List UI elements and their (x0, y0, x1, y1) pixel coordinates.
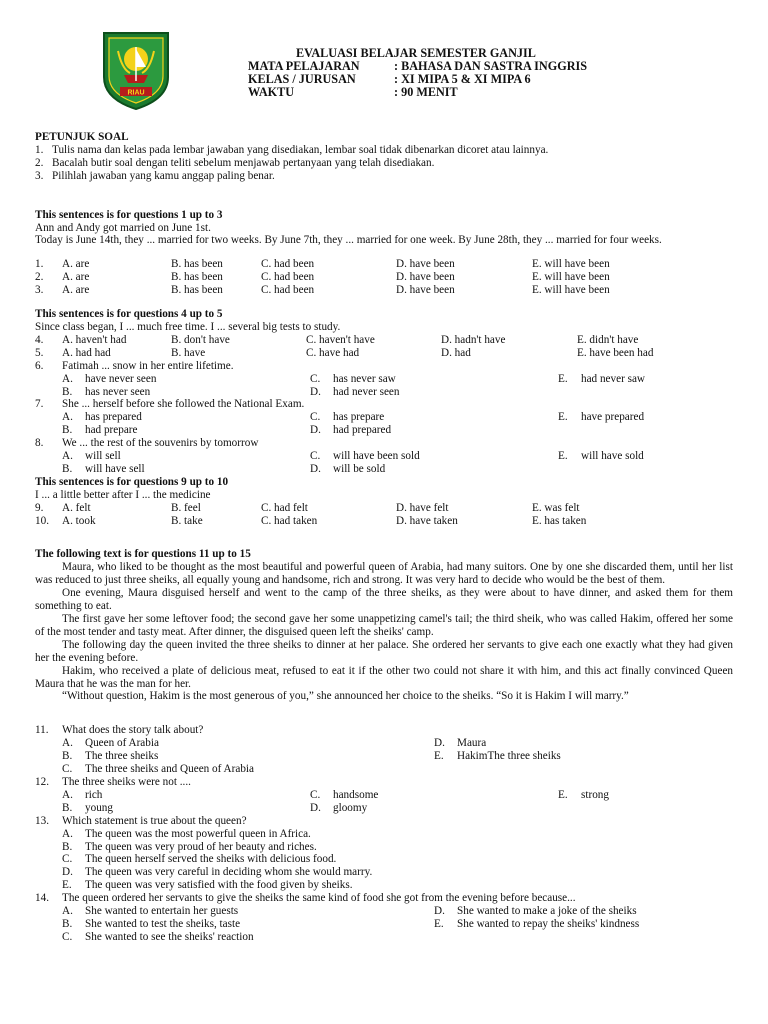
option-row: A. have never seen C. has never saw E. had never saw (62, 372, 645, 385)
question: 8. We ... the rest of the souvenirs by tomorrow (35, 437, 259, 450)
option-row: A. She wanted to entertain her guests D. She wanted to make a joke of the sheiks (62, 905, 637, 918)
header-row-time (248, 86, 587, 99)
answer-row: 4. A. haven't had B. don't have C. haven't have D. hadn't have E. didn't have (35, 333, 639, 346)
option-row: B. young D. gloomy (62, 801, 368, 814)
answer-row: 9. A. felt B. feel C. had felt D. have felt E. was felt (35, 501, 580, 514)
header-value: : 90 MENIT (394, 85, 458, 99)
option-row: C. She wanted to see the sheiks' reaction (62, 930, 254, 943)
option-row: A. The queen was the most powerful queen in Africa. (62, 827, 311, 840)
list-item: 1. Tulis nama dan kelas pada lembar jawaban yang disediakan, lembar soal tidak dibenarkan dicoret atau lainnya. (35, 143, 549, 156)
option-row: A. will sell C. will have been sold E. will have sold (62, 450, 644, 463)
section-text: Today is June 14th, they ... married for two weeks. By June 7th, they ... married for one week. By June 28th, they ... married for four weeks. (35, 234, 662, 247)
question: 7. She ... herself before she followed the National Exam. (35, 398, 305, 411)
riau-emblem-logo (100, 29, 172, 112)
section-text: Ann and Andy got married on June 1st. (35, 221, 211, 234)
option-row: D. The queen was very careful in deciding whom she would marry. (62, 866, 373, 879)
header-value: : BAHASA DAN SASTRA INGGRIS (394, 59, 588, 73)
logo-text: RIAU (127, 89, 145, 97)
list-item: 3. Pilihlah jawaban yang kamu anggap paling benar. (35, 169, 275, 182)
list-item: 2. Bacalah butir soal dengan teliti sebelum menjawab pertanyaan yang telah disediakan. (35, 156, 435, 169)
story-paragraph: Maura, who liked to be thought as the most beautiful and powerful queen of Arabia, had many suitors. One by one she discarded them, until her list was reduced to just three sheiks, all equally young and handsome, rich and strong. It was very hard to decide who would be the best of them. (35, 561, 733, 587)
answer-row: 10. A. took B. take C. had taken D. have taken E. has taken (35, 514, 587, 527)
option-row: C. The three sheiks and Queen of Arabia (62, 763, 254, 776)
option-row: B. The queen was very proud of her beauty and riches. (62, 840, 317, 853)
section-text: Since class began, I ... much free time. I ... several big tests to study. (35, 320, 341, 333)
answer-row: 2. A. are B. has been C. had been D. have been E. will have been (35, 271, 610, 284)
story-paragraph: The following day the queen invited the three sheiks to dinner at her palace. She ordered her servants to give each one exactly what they had given her the evening before. (35, 638, 733, 664)
option-row: B. She wanted to test the sheiks, taste E. She wanted to repay the sheiks' kindness (62, 917, 640, 930)
answer-row: 5. A. had had B. have C. have had D. had E. have been had (35, 346, 654, 359)
option-row: B. had prepare D. had prepared (62, 424, 392, 437)
section-heading: The following text is for questions 11 up to 15 (35, 548, 251, 561)
section-heading: This sentences is for questions 4 up to 5 (35, 308, 223, 321)
header-label: MATA PELAJARAN (248, 59, 360, 73)
story-paragraph: Hakim, who received a plate of delicious meat, refused to eat it if the other two could not share it with him, and this act finally convinced Queen Maura that he was the man for her. (35, 664, 733, 690)
exam-content (35, 131, 733, 944)
question: 14. The queen ordered her servants to give the sheiks the same kind of food she got from the evening before because... (35, 892, 576, 905)
question: 13. Which statement is true about the queen? (35, 814, 247, 827)
instructions-heading: PETUNJUK SOAL (35, 131, 129, 143)
section-heading: This sentences is for questions 9 up to 10 (35, 475, 229, 488)
section-text: I ... a little better after I ... the medicine (35, 488, 211, 501)
story-paragraph: One evening, Maura disguised herself and went to the camp of the three sheiks, as they were about to have dinner, and asked them for them something to eat. (35, 587, 733, 613)
option-row: B. has never seen D. had never seen (62, 385, 400, 398)
question: 12. The three sheiks were not .... (35, 775, 191, 788)
story-paragraph: The first gave her some leftover food; the second gave her some unappetizing camel's tail; the third sheik, who was called Hakim, offered her some of the most tender and tasty meat. After dinner, the disguised queen left the sheiks' camp. (35, 613, 733, 638)
option-row: A. has prepared C. has prepare E. have prepared (62, 411, 645, 424)
option-row: A. Queen of Arabia D. Maura (62, 737, 487, 750)
section-heading: This sentences is for questions 1 up to 3 (35, 208, 223, 221)
option-row: B. will have sell D. will be sold (62, 462, 386, 475)
header-label: WAKTU (248, 85, 295, 99)
exam-header (248, 47, 587, 99)
option-row: A. rich C. handsome E. strong (62, 788, 609, 801)
option-row: E. The queen was very satisfied with the food given by sheiks. (62, 879, 353, 892)
option-row: B. The three sheiks E. HakimThe three sheiks (62, 750, 561, 763)
answer-row: 1. A. are B. has been C. had been D. have been E. will have been (35, 258, 610, 271)
header-value: : XI MIPA 5 & XI MIPA 6 (394, 72, 531, 86)
story-paragraph: “Without question, Hakim is the most generous of you,” she announced her choice to the sheiks. “So it is Hakim I will marry.” (62, 690, 629, 703)
question: 11. What does the story talk about? (35, 724, 204, 737)
story-text (35, 561, 733, 703)
exam-title: EVALUASI BELAJAR SEMESTER GANJIL (296, 46, 536, 60)
option-row: C. The queen herself served the sheiks with delicious food. (62, 853, 337, 866)
header-label: KELAS / JURUSAN (248, 72, 356, 86)
question: 6. Fatimah ... snow in her entire lifetime. (35, 359, 234, 372)
answer-row: 3. A. are B. has been C. had been D. have been E. will have been (35, 284, 610, 297)
instructions-list (35, 144, 733, 183)
